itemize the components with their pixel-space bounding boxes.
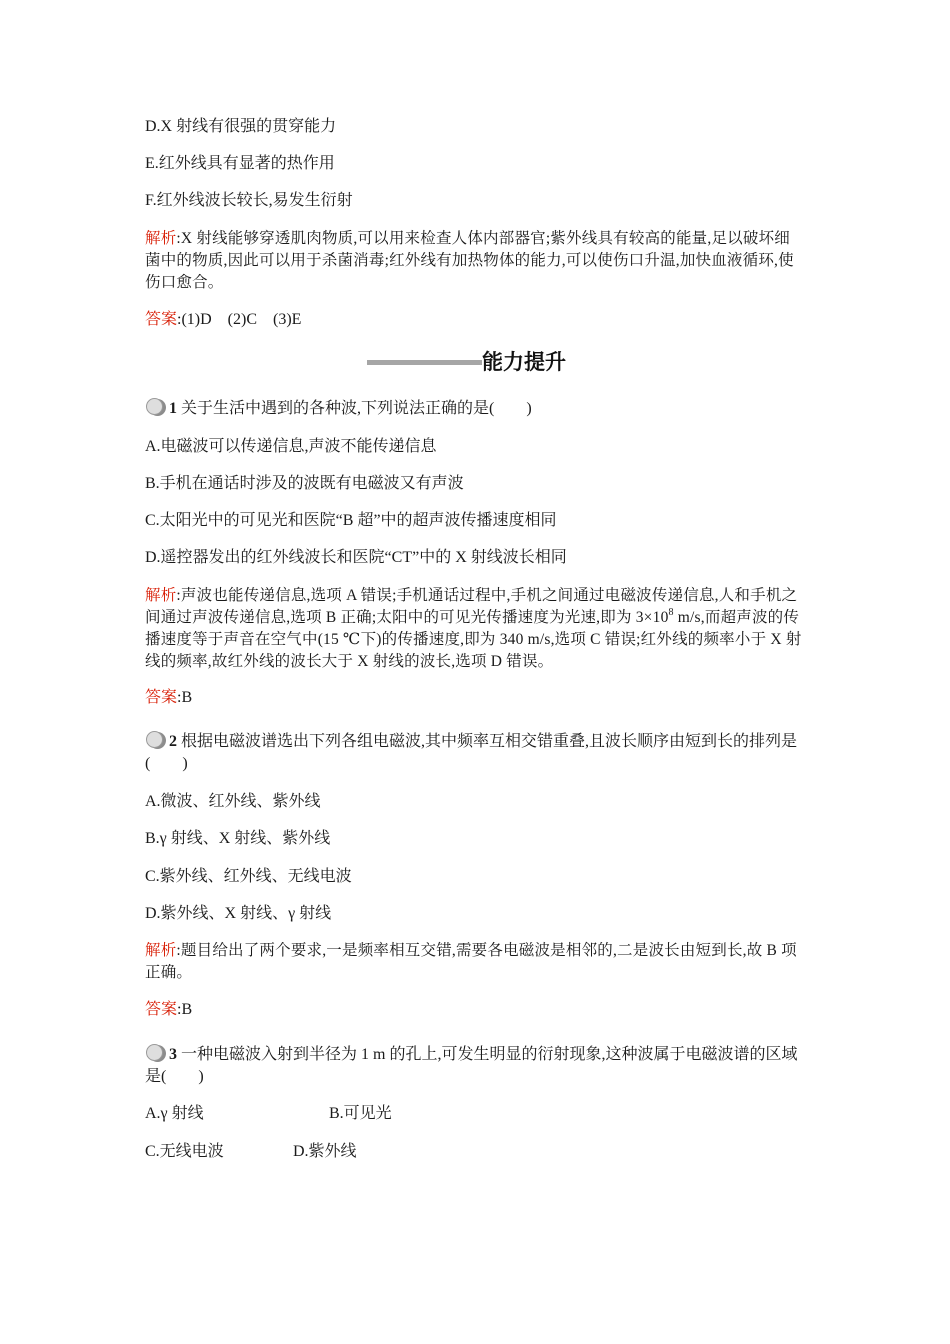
q1-option-b: B.手机在通话时涉及的波既有电磁波又有声波	[145, 475, 464, 492]
q3-option-b: B.可见光	[329, 1105, 392, 1122]
question-bullet-icon	[145, 1044, 167, 1062]
answer-text: :B	[177, 689, 193, 706]
q2-analysis-block	[145, 940, 805, 984]
answer-block	[145, 309, 301, 331]
q2-option-d: D.紫外线、X 射线、γ 射线	[145, 905, 332, 922]
q2-answer-block	[145, 999, 192, 1021]
answer-text: :(1)D (2)C (3)E	[177, 311, 302, 328]
answer-label: 答案	[145, 1001, 178, 1018]
answer-label: 答案	[145, 311, 178, 328]
question-bullet-icon	[145, 398, 167, 416]
question-text: 一种电磁波入射到半径为 1 m 的孔上,可发生明显的衍射现象,这种波属于电磁波谱的区域是( )	[145, 1046, 798, 1085]
question-3-stem	[145, 1044, 805, 1088]
analysis-text-part1: :声波也能传递信息,选项 A 错误;手机通话过程中,手机之间通过电磁波传递信息,人和手机之间通过声波传递信息,选项 B 正确;太阳中的可见光传播速度为光速,即为 3×10	[145, 587, 798, 626]
question-number: 1	[169, 400, 177, 417]
section-bar	[367, 360, 482, 365]
question-text: 关于生活中遇到的各种波,下列说法正确的是( )	[181, 400, 532, 417]
question-2-stem	[145, 731, 805, 775]
analysis-label: 解析	[145, 942, 177, 959]
option-e: E.红外线具有显著的热作用	[145, 155, 335, 172]
q1-option-a: A.电磁波可以传递信息,声波不能传递信息	[145, 438, 437, 455]
q1-option-c: C.太阳光中的可见光和医院“B 超”中的超声波传播速度相同	[145, 512, 557, 529]
analysis-text-part2: m/s,而超声波的传播速度等于声音在空气中(15 ℃下)的传播速度,即为 340 m/s,选项 C 错误;红外线的频率小于 X 射线的频率,故红外线的波长大于 X 射线的波长,选项 D 错误。	[145, 609, 802, 670]
option-f: F.红外线波长较长,易发生衍射	[145, 192, 353, 209]
q2-option-c: C.紫外线、红外线、无线电波	[145, 868, 352, 885]
analysis-text: :题目给出了两个要求,一是频率相互交错,需要各电磁波是相邻的,二是波长由短到长,故 B 项正确。	[145, 942, 797, 981]
q2-option-a: A.微波、红外线、紫外线	[145, 793, 321, 810]
section-header	[367, 346, 667, 378]
analysis-block	[145, 228, 805, 294]
q3-option-a: A.γ 射线	[145, 1105, 204, 1122]
question-text: 根据电磁波谱选出下列各组电磁波,其中频率互相交错重叠,且波长顺序由短到长的排列是( )	[145, 733, 798, 772]
q1-answer-block	[145, 687, 192, 709]
question-number: 3	[169, 1046, 177, 1063]
question-1-stem	[145, 398, 532, 420]
answer-label: 答案	[145, 689, 178, 706]
q3-option-d: D.紫外线	[293, 1143, 357, 1160]
q2-option-b: B.γ 射线、X 射线、紫外线	[145, 830, 331, 847]
analysis-label: 解析	[145, 230, 177, 247]
question-number: 2	[169, 733, 177, 750]
analysis-label: 解析	[145, 587, 177, 604]
superscript: 8	[668, 607, 674, 618]
q1-analysis-block	[145, 585, 805, 673]
answer-text: :B	[177, 1001, 193, 1018]
q3-option-c: C.无线电波	[145, 1143, 224, 1160]
analysis-text: :X 射线能够穿透肌肉物质,可以用来检查人体内部器官;紫外线具有较高的能量,足以破坏细菌中的物质,因此可以用于杀菌消毒;红外线有加热物体的能力,可以使伤口升温,加快血液循环,使伤口愈合。	[145, 230, 794, 291]
section-title: 能力提升	[482, 350, 566, 374]
q1-option-d: D.遥控器发出的红外线波长和医院“CT”中的 X 射线波长相同	[145, 549, 567, 566]
option-d: D.X 射线有很强的贯穿能力	[145, 118, 337, 135]
question-bullet-icon	[145, 731, 167, 749]
